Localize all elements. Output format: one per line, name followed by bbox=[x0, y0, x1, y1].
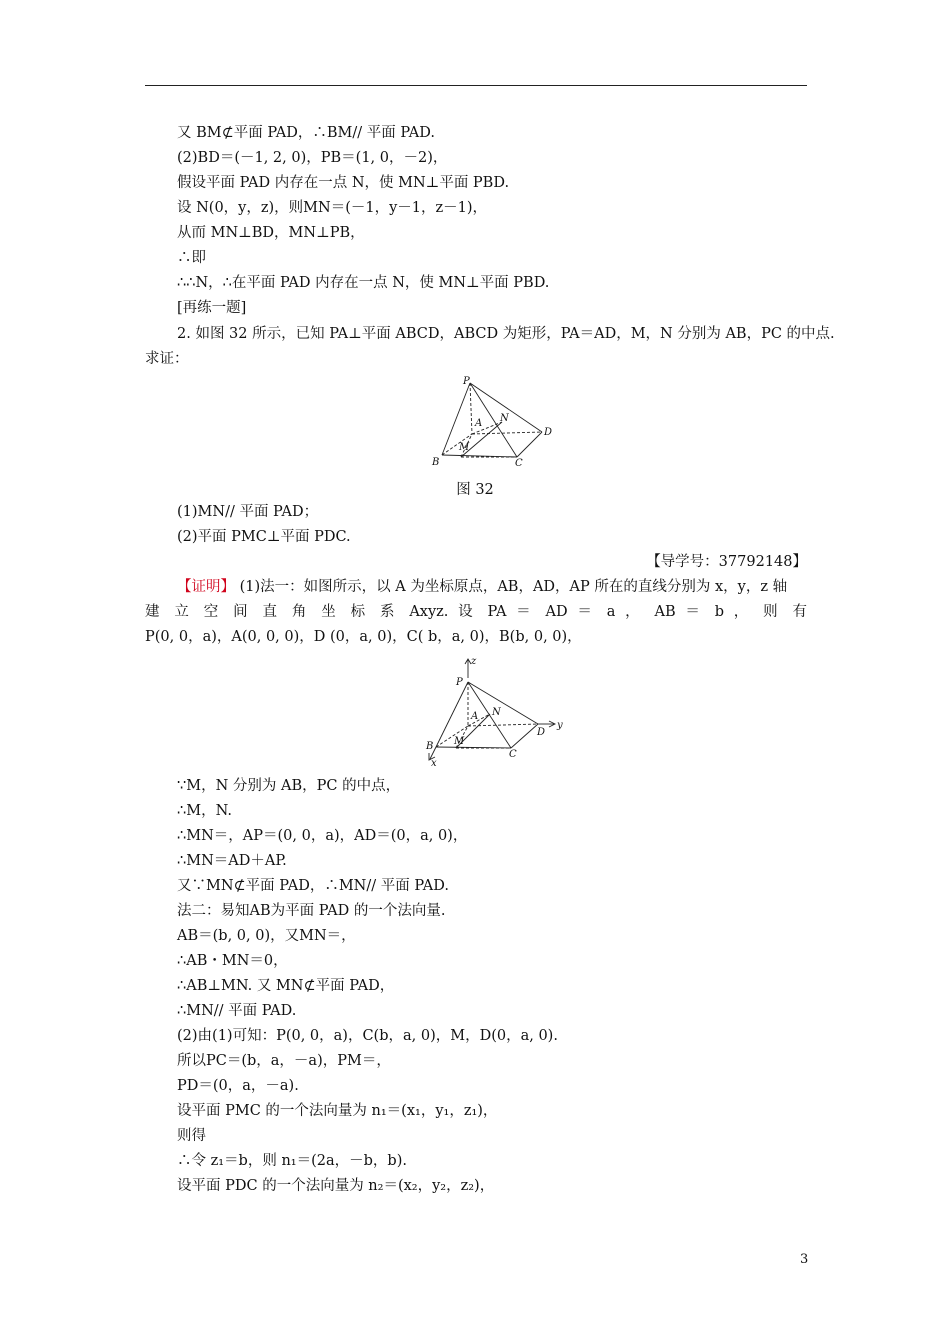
axis-label-x: x bbox=[431, 758, 437, 769]
label-a: A bbox=[475, 418, 483, 429]
text-line: ∴∴N，∴在平面 PAD 内存在一点 N，使 MN⊥平面 PBD. bbox=[177, 275, 550, 291]
label-d: D bbox=[544, 427, 553, 438]
label-p: P bbox=[456, 677, 463, 688]
text-line: 设平面 PMC 的一个法向量为 n₁＝(x₁，y₁，z₁)， bbox=[177, 1103, 498, 1119]
text-line: 又 BM⊄平面 PAD，∴BM// 平面 PAD. bbox=[177, 125, 435, 141]
text-line: (2)BD＝(－1, 2, 0)，PB＝(1, 0，－2)， bbox=[177, 150, 448, 166]
text-line: ∴AB・MN＝0， bbox=[177, 953, 288, 969]
text-line: 建 立 空 间 直 角 坐 标 系 Axyz. 设 PA ＝ AD ＝ a ， AB ＝ b ， 则 有 bbox=[145, 604, 807, 620]
label-b: B bbox=[426, 741, 434, 752]
text-line: PD＝(0，a，－a). bbox=[177, 1078, 299, 1094]
label-a: A bbox=[471, 711, 479, 722]
text-line: 设 N(0，y，z)，则MN＝(－1，y－1，z－1)， bbox=[177, 200, 488, 216]
text-line: ∴MN＝，AP＝(0, 0，a)，AD＝(0，a, 0)， bbox=[177, 828, 468, 844]
text-line: ∴M，N. bbox=[177, 803, 232, 819]
problem-statement: 2. 如图 32 所示，已知 PA⊥平面 ABCD，ABCD 为矩形，PA＝AD，M，N 分别为 AB，PC 的中点. bbox=[177, 326, 835, 342]
text-line: 假设平面 PAD 内存在一点 N，使 MN⊥平面 PBD. bbox=[177, 175, 510, 191]
text-line: 又∵MN⊄平面 PAD，∴MN// 平面 PAD. bbox=[177, 878, 449, 894]
label-m: M bbox=[459, 442, 470, 453]
proof-line bbox=[177, 578, 787, 596]
text-line: (2)平面 PMC⊥平面 PDC. bbox=[177, 529, 351, 545]
text-line: ∴令 z₁＝b，则 n₁＝(2a，－b，b). bbox=[177, 1153, 407, 1169]
text-line: (1)MN// 平面 PAD； bbox=[177, 504, 319, 520]
label-c: C bbox=[509, 749, 517, 760]
guide-number: 【导学号：37792148】 bbox=[646, 554, 807, 570]
text-line: P(0, 0，a)，A(0, 0, 0)，D (0，a, 0)，C( b，a, 0)，B(b, 0, 0)， bbox=[145, 629, 582, 645]
text-line: ∴即 bbox=[177, 250, 206, 266]
proof-text: (1)法一：如图所示，以 A 为坐标原点，AB，AD，AP 所在的直线分别为 x，y，z 轴 bbox=[239, 579, 788, 595]
text-line: 则得 bbox=[177, 1128, 206, 1144]
label-n: N bbox=[500, 413, 509, 424]
text-line: 从而 MN⊥BD，MN⊥PB， bbox=[177, 225, 365, 241]
text-line: 设平面 PDC 的一个法向量为 n₂＝(x₂，y₂，z₂)， bbox=[177, 1178, 495, 1194]
text-line: 法二：易知AB为平面 PAD 的一个法向量. bbox=[177, 903, 446, 919]
text-line: ∵M，N 分别为 AB，PC 的中点， bbox=[177, 778, 401, 794]
text-line: ∴AB⊥MN. 又 MN⊄平面 PAD， bbox=[177, 978, 395, 994]
label-m: M bbox=[454, 736, 465, 747]
coordinate-pyramid-figure bbox=[418, 652, 566, 770]
figure-caption: 图 32 bbox=[456, 482, 494, 498]
label-n: N bbox=[492, 707, 501, 718]
page-number: 3 bbox=[800, 1252, 809, 1267]
axis-label-y: y bbox=[557, 720, 563, 731]
text-line: (2)由(1)可知：P(0, 0，a)，C(b，a, 0)，M，D(0，a, 0). bbox=[177, 1028, 558, 1044]
label-b: B bbox=[432, 457, 440, 468]
text-line: ∴MN＝AD＋AP. bbox=[177, 853, 287, 869]
header-rule bbox=[145, 85, 807, 86]
label-c: C bbox=[515, 458, 523, 469]
practice-heading: [再练一题] bbox=[177, 300, 247, 316]
proof-tag: 【证明】 bbox=[177, 579, 235, 595]
label-d: D bbox=[537, 727, 546, 738]
text-line: ∴MN// 平面 PAD. bbox=[177, 1003, 297, 1019]
pyramid-figure-32 bbox=[420, 372, 560, 470]
label-p: P bbox=[463, 376, 470, 387]
prove-label: 求证： bbox=[145, 351, 189, 367]
axis-label-z: z bbox=[471, 656, 477, 667]
text-line: 所以PC＝(b，a，－a)，PM＝， bbox=[177, 1053, 391, 1069]
text-line: AB＝(b, 0, 0)，又MN＝， bbox=[177, 928, 356, 944]
